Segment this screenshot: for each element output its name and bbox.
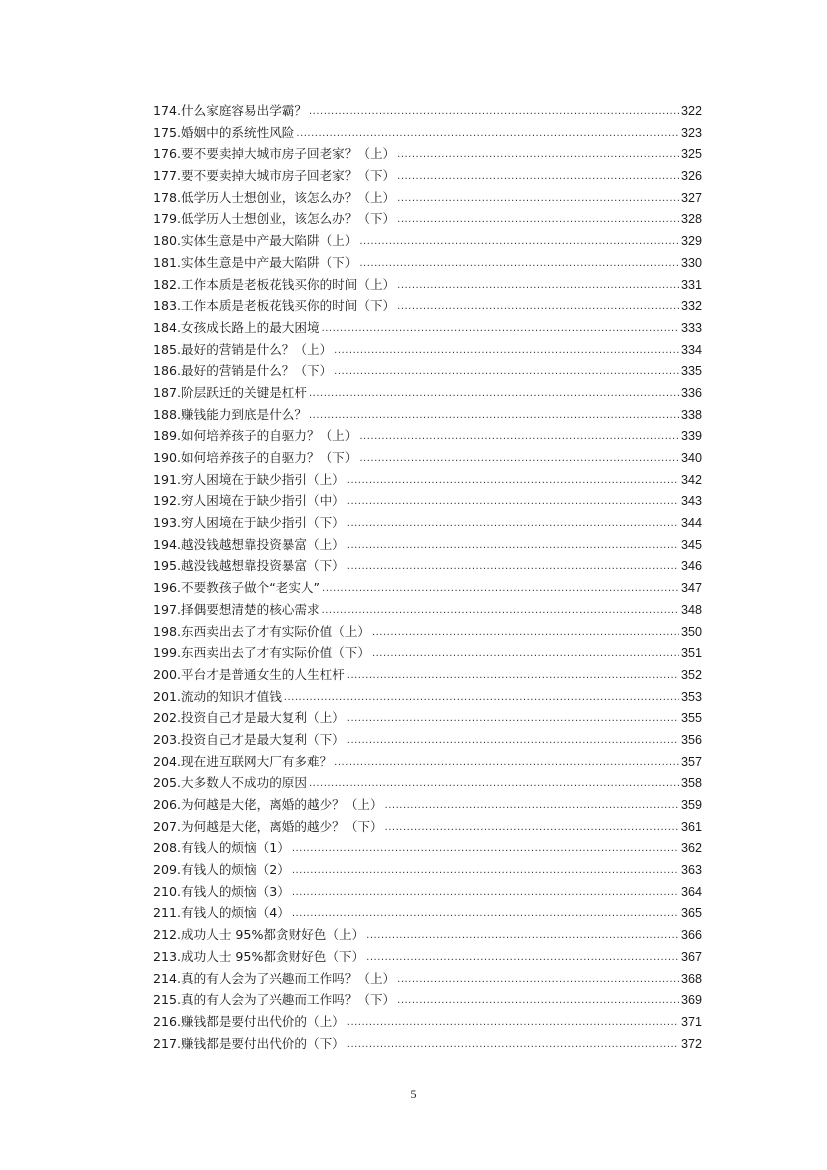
toc-entry-title: 216.赚钱都是要付出代价的（上） (153, 1013, 345, 1029)
toc-leader-dots (359, 448, 679, 470)
toc-leader-dots (397, 188, 679, 210)
toc-entry-page: 339 (680, 429, 702, 444)
toc-entry-title: 186.最好的营销是什么？（下） (153, 363, 333, 379)
toc-leader-dots (309, 101, 679, 123)
toc-entry-page: 336 (680, 385, 702, 400)
toc-entry-title: 193.穷人困境在于缺少指引（下） (153, 515, 345, 531)
toc-entry-page: 359 (680, 798, 702, 812)
toc-leader-dots (397, 275, 679, 297)
toc-entry[interactable] (153, 642, 702, 664)
toc-leader-dots (397, 166, 679, 188)
toc-entry[interactable] (153, 230, 702, 252)
toc-leader-dots (359, 231, 679, 253)
toc-entry-page: 368 (680, 971, 702, 986)
toc-entry[interactable] (153, 425, 702, 447)
toc-entry-title: 203.投资自己才是最大复利（下） (153, 731, 345, 747)
toc-entry-page: 348 (680, 602, 702, 617)
toc-entry[interactable] (153, 143, 702, 165)
toc-leader-dots (397, 990, 679, 1012)
toc-entry-title: 181.实体生意是中产最大陷阱（下） (153, 254, 358, 270)
toc-entry[interactable] (153, 555, 702, 577)
toc-entry-page: 364 (680, 884, 702, 899)
toc-entry-page: 331 (680, 277, 702, 292)
toc-entry[interactable] (153, 621, 702, 643)
toc-entry[interactable] (153, 404, 702, 426)
toc-leader-dots (347, 665, 679, 687)
toc-entry-page: 328 (680, 212, 702, 227)
toc-entry-page: 329 (680, 234, 702, 249)
toc-entry-page: 350 (680, 624, 702, 639)
toc-entry[interactable] (153, 751, 702, 773)
toc-leader-dots (397, 209, 679, 231)
toc-leader-dots (347, 470, 679, 492)
toc-leader-dots (397, 296, 679, 318)
toc-entry[interactable] (153, 837, 702, 859)
toc-leader-dots (292, 860, 679, 882)
toc-entry-title: 199.东西卖出去了才有实际价值（下） (153, 645, 370, 661)
toc-entry-title: 191.穷人困境在于缺少指引（上） (153, 471, 345, 487)
toc-entry-title: 195.越没钱越想靠投资暴富（下） (153, 558, 345, 574)
toc-entry[interactable] (153, 989, 702, 1011)
toc-leader-dots (334, 340, 679, 362)
toc-leader-dots (296, 123, 679, 145)
toc-entry-title: 205.大多数人不成功的原因 (153, 775, 307, 791)
toc-entry-title: 206.为何越是大佬，离婚的越少？（上） (153, 797, 383, 812)
toc-entry-title: 214.真的有人会为了兴趣而工作吗？（上） (153, 970, 396, 986)
toc-entry-page: 342 (680, 472, 702, 487)
toc-leader-dots (347, 535, 679, 557)
toc-entry[interactable] (153, 902, 702, 924)
toc-entry-title: 178.低学历人士想创业，该怎么办？（上） (153, 189, 396, 205)
toc-entry[interactable] (153, 295, 702, 317)
toc-leader-dots (322, 578, 679, 600)
toc-leader-dots (359, 253, 679, 275)
toc-entry-title: 188.赚钱能力到底是什么？ (153, 406, 307, 422)
toc-entry[interactable] (153, 664, 702, 686)
toc-entry-title: 211.有钱人的烦恼（4） (153, 905, 290, 921)
toc-entry-title: 174.什么家庭容易出学霸？ (153, 103, 307, 118)
toc-entry[interactable] (153, 469, 702, 491)
toc-leader-dots (347, 708, 679, 730)
toc-entry-page: 352 (680, 667, 702, 682)
toc-entry-page: 327 (680, 190, 702, 205)
toc-leader-dots (347, 1034, 679, 1056)
toc-entry-page: 365 (680, 906, 702, 921)
toc-entry[interactable] (153, 317, 702, 339)
toc-entry-page: 355 (680, 711, 702, 726)
toc-entry-page: 330 (680, 255, 702, 270)
toc-entry[interactable] (153, 924, 702, 946)
toc-leader-dots (284, 687, 679, 709)
toc-entry[interactable] (153, 490, 702, 512)
toc-leader-dots (347, 491, 679, 513)
toc-entry-page: 345 (680, 537, 702, 552)
toc-entry[interactable] (153, 859, 702, 881)
toc-entry[interactable] (153, 534, 702, 556)
toc-entry-title: 201.流动的知识才值钱 (153, 688, 282, 704)
toc-entry-page: 356 (680, 732, 702, 747)
toc-leader-dots (372, 622, 679, 644)
toc-leader-dots (309, 383, 679, 405)
toc-entry-title: 196.不要教孩子做个“老实人” (153, 580, 321, 596)
toc-entry-title: 183.工作本质是老板花钱买你的时间（下） (153, 298, 396, 314)
toc-leader-dots (292, 882, 679, 904)
toc-leader-dots (309, 773, 679, 795)
toc-entry[interactable] (153, 100, 702, 122)
toc-entry-page: 347 (680, 581, 702, 596)
toc-entry-page: 366 (680, 928, 702, 943)
toc-entry[interactable] (153, 447, 702, 469)
toc-entry-title: 215.真的有人会为了兴趣而工作吗？（下） (153, 992, 396, 1008)
toc-entry-page: 363 (680, 863, 702, 878)
toc-entry-page: 343 (680, 494, 702, 509)
toc-entry-page: 322 (680, 104, 702, 118)
toc-entry-page: 369 (680, 993, 702, 1008)
toc-leader-dots (309, 405, 679, 427)
toc-leader-dots (347, 556, 679, 578)
toc-leader-dots (347, 730, 679, 752)
toc-entry[interactable] (153, 772, 702, 794)
toc-leader-dots (322, 600, 679, 622)
toc-leader-dots (292, 838, 679, 860)
toc-entry[interactable] (153, 122, 702, 144)
toc-entry-page: 367 (680, 949, 702, 964)
toc-leader-dots (397, 969, 679, 991)
toc-entry-page: 338 (680, 407, 702, 422)
toc-leader-dots (366, 925, 679, 947)
toc-entry[interactable] (153, 512, 702, 534)
toc-entry[interactable] (153, 794, 702, 816)
toc-entry-title: 187.阶层跃迁的关键是杠杆 (153, 384, 307, 400)
toc-leader-dots (347, 513, 679, 535)
toc-entry[interactable] (153, 208, 702, 230)
toc-entry-page: 372 (680, 1036, 702, 1051)
toc-entry[interactable] (153, 187, 702, 209)
toc-entry-title: 208.有钱人的烦恼（1） (153, 840, 290, 856)
toc-entry-page: 344 (680, 516, 702, 531)
toc-entry[interactable] (153, 968, 702, 990)
toc-leader-dots (292, 903, 679, 925)
toc-entry-title: 212.成功人士 95%都贪财好色（上） (153, 927, 365, 943)
toc-entry-page: 362 (680, 841, 702, 856)
toc-leader-dots (397, 144, 679, 166)
toc-leader-dots (385, 795, 679, 817)
toc-entry-page: 346 (680, 559, 702, 574)
toc-entry[interactable] (153, 729, 702, 751)
toc-entry[interactable] (153, 252, 702, 274)
toc-entry-page: 325 (680, 147, 702, 162)
toc-entry-title: 213.成功人士 95%都贪财好色（下） (153, 948, 365, 964)
toc-entry[interactable] (153, 946, 702, 968)
toc-entry-title: 189.如何培养孩子的自驱力？（上） (153, 428, 358, 444)
toc-leader-dots (334, 361, 679, 383)
toc-entry-title: 192.穷人困境在于缺少指引（中） (153, 493, 345, 509)
toc-leader-dots (366, 947, 679, 969)
toc-entry[interactable] (153, 881, 702, 903)
toc-entry[interactable] (153, 165, 702, 187)
toc-entry-page: 323 (680, 125, 702, 140)
toc-entry-title: 176.要不要卖掉大城市房子回老家？（上） (153, 146, 396, 162)
toc-leader-dots (385, 817, 679, 839)
toc-leader-dots (372, 643, 679, 665)
toc-entry-page: 351 (680, 646, 702, 661)
toc-leader-dots (334, 752, 679, 774)
toc-entry-title: 182.工作本质是老板花钱买你的时间（上） (153, 276, 396, 292)
toc-leader-dots (359, 426, 679, 448)
toc-entry-title: 202.投资自己才是最大复利（上） (153, 710, 345, 726)
toc-entry-title: 209.有钱人的烦恼（2） (153, 862, 290, 878)
toc-entry[interactable] (153, 360, 702, 382)
toc-leader-dots (322, 318, 679, 340)
toc-entry-title: 177.要不要卖掉大城市房子回老家？（下） (153, 168, 396, 184)
toc-entry-title: 180.实体生意是中产最大陷阱（上） (153, 233, 358, 249)
toc-entry-page: 353 (680, 689, 702, 704)
toc-entry-page: 335 (680, 364, 702, 379)
toc-entry-title: 190.如何培养孩子的自驱力？（下） (153, 450, 358, 465)
toc-entry-page: 332 (680, 299, 702, 314)
toc-entry-page: 334 (680, 342, 702, 357)
toc-entry-title: 197.择偶要想清楚的核心需求 (153, 601, 320, 617)
table-of-contents (153, 100, 702, 1054)
toc-entry[interactable] (153, 382, 702, 404)
toc-entry[interactable] (153, 1033, 702, 1055)
toc-entry[interactable] (153, 707, 702, 729)
toc-entry-title: 194.越没钱越想靠投资暴富（上） (153, 536, 345, 552)
toc-entry-title: 198.东西卖出去了才有实际价值（上） (153, 623, 370, 639)
toc-entry-page: 361 (680, 819, 702, 834)
toc-entry[interactable] (153, 816, 702, 838)
toc-entry-page: 358 (680, 776, 702, 791)
toc-entry-title: 207.为何越是大佬，离婚的越少？（下） (153, 818, 383, 834)
page-number: 5 (410, 1087, 417, 1101)
toc-entry-title: 175.婚姻中的系统性风险 (153, 124, 295, 140)
toc-entry-page: 371 (680, 1014, 702, 1029)
toc-entry-title: 184.女孩成长路上的最大困境 (153, 319, 320, 335)
toc-entry-page: 357 (680, 754, 702, 769)
toc-leader-dots (347, 1012, 679, 1034)
toc-entry[interactable] (153, 577, 702, 599)
toc-entry-title: 200.平台才是普通女生的人生杠杆 (153, 666, 345, 682)
toc-entry-title: 185.最好的营销是什么？（上） (153, 341, 333, 357)
toc-entry-page: 333 (680, 320, 702, 335)
toc-entry[interactable] (153, 274, 702, 296)
toc-entry-page: 340 (680, 451, 702, 465)
toc-entry[interactable] (153, 339, 702, 361)
toc-entry-title: 179.低学历人士想创业，该怎么办？（下） (153, 211, 396, 227)
toc-entry[interactable] (153, 1011, 702, 1033)
toc-entry-title: 217.赚钱都是要付出代价的（下） (153, 1035, 345, 1051)
toc-entry[interactable] (153, 599, 702, 621)
toc-entry-page: 326 (680, 169, 702, 184)
toc-entry-title: 204.现在进互联网大厂有多难？ (153, 753, 333, 769)
toc-entry[interactable] (153, 686, 702, 708)
toc-entry-title: 210.有钱人的烦恼（3） (153, 883, 290, 899)
